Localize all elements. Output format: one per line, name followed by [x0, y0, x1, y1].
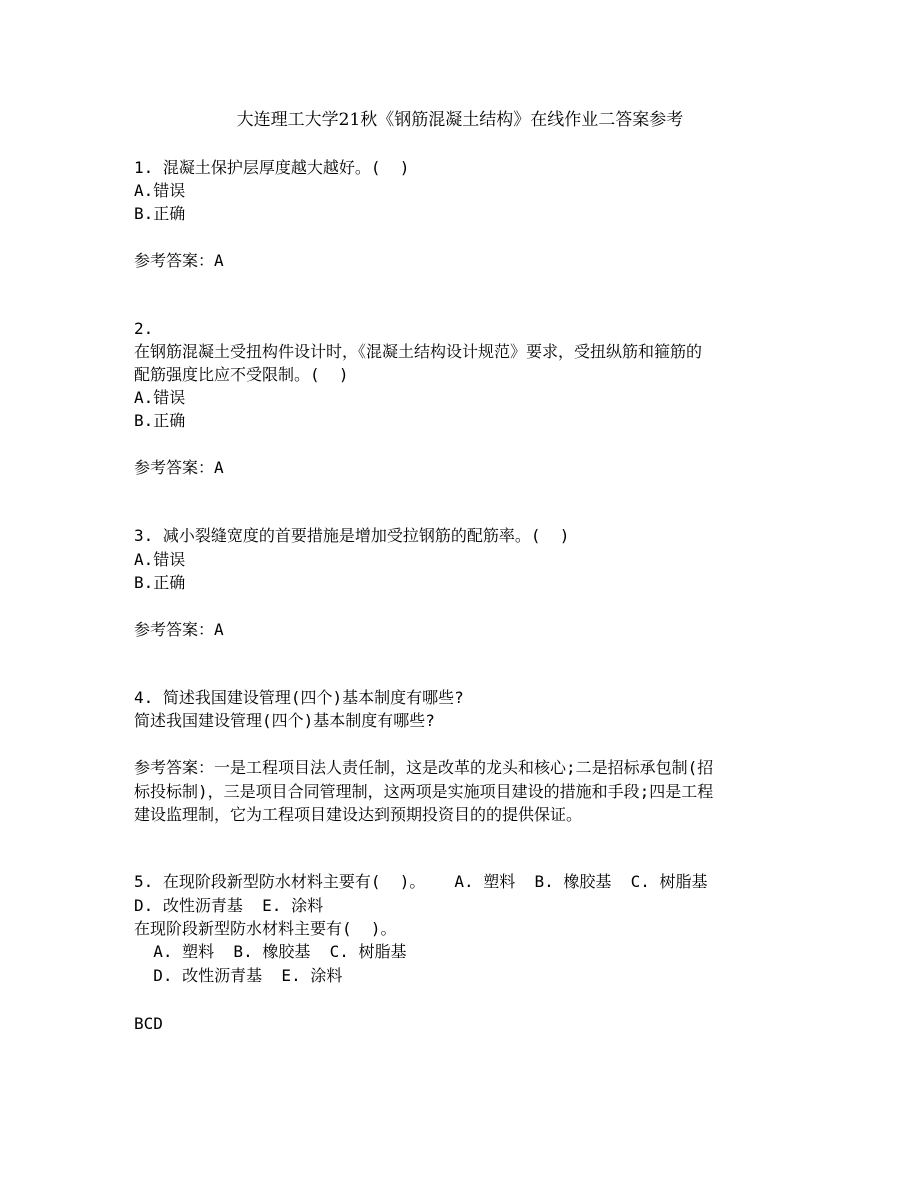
answer-text: 参考答案：一是工程项目法人责任制，这是改革的龙头和核心;二是招标承包制(招 [134, 758, 714, 777]
answer-text-continued: 标投标制)，三是项目合同管理制，这两项是实施项目建设的措施和手段;四是工程 [134, 782, 714, 801]
answer-text: 参考答案：A [134, 251, 224, 270]
question-options-inline: D. 改性沥青基 E. 涂料 [134, 896, 324, 915]
question-stem-repeat: 在现阶段新型防水材料主要有( )。 [134, 919, 397, 938]
answer-text: 参考答案：A [134, 620, 224, 639]
option-a: A.错误 [134, 550, 186, 569]
answer-text-continued: 建设监理制，它为工程项目建设达到预期投资目的的提供保证。 [134, 805, 583, 824]
question-stem: 3. 减小裂缝宽度的首要措施是增加受拉钢筋的配筋率。( ) [134, 526, 570, 545]
question-stem: 4. 简述我国建设管理(四个)基本制度有哪些? [134, 688, 464, 707]
question-options-line: D. 改性沥青基 E. 涂料 [134, 966, 343, 985]
option-b: B.正确 [134, 204, 186, 223]
document-title: 大连理工大学21秋《钢筋混凝土结构》在线作业二答案参考 [236, 110, 684, 130]
question-stem-continued: 配筋强度比应不受限制。( ) [134, 365, 349, 384]
answer-text: 参考答案：A [134, 458, 224, 477]
option-b: B.正确 [134, 411, 186, 430]
question-options-line: A. 塑料 B. 橡胶基 C. 树脂基 [134, 942, 407, 961]
question-stem: 在钢筋混凝土受扭构件设计时，《混凝土结构设计规范》要求，受扭纵筋和箍筋的 [134, 342, 703, 361]
question-number: 2. [134, 319, 154, 338]
question-stem: 5. 在现阶段新型防水材料主要有( )。 A. 塑料 B. 橡胶基 C. 树脂基 [134, 872, 708, 891]
answer-text: BCD [134, 1014, 163, 1033]
question-stem-repeat: 简述我国建设管理(四个)基本制度有哪些? [134, 711, 435, 730]
option-a: A.错误 [134, 181, 186, 200]
question-stem: 1. 混凝土保护层厚度越大越好。( ) [134, 158, 410, 177]
option-b: B.正确 [134, 573, 186, 592]
option-a: A.错误 [134, 388, 186, 407]
